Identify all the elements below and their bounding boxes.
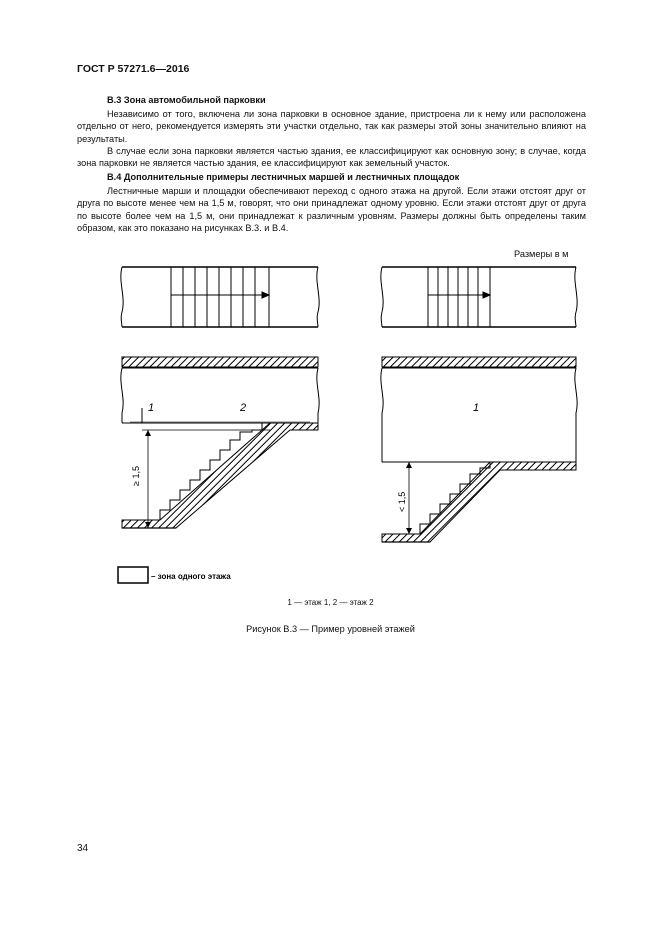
units-note: Размеры в м: [514, 249, 569, 259]
right-dimension-label: < 1,5: [397, 491, 407, 512]
paragraph-b3-2: В случае если зона парковки является частью здания, ее классифицируют как основную зону; в случае, когда зона парковки не является частью здания, ее классифицируют как земельный участок.: [77, 146, 586, 169]
section-title-b3: В.3 Зона автомобильной парковки: [107, 95, 266, 105]
paragraph-b4-1: Лестничные марши и площадки обеспечивают переход с одного этажа на другой. Если этажи отстоят друг от друга по высоте менее чем на 1,5 м, говорят, что они принадлежат одному уровню. Если этажи отстоят друг от друга по высоте более чем на 1,5 м, они принадлежат к различным уровням. Размеры должны быть определены таким образом, как это показано на рисунках В.3. и В.4.: [77, 186, 586, 234]
right-section-view: [381, 357, 577, 542]
paragraph-b3-1: Независимо от того, включена ли зона парковки в основное здание, пристроена ли к нему или расположена отдельно от него, рекомендуется измерять эти участки отдельно, так как размеры этой зоны значительно влияют на результаты.: [77, 109, 586, 144]
section-title-b4: В.4 Дополнительные примеры лестничных маршей и лестничных площадок: [107, 172, 460, 182]
page-number: 34: [77, 843, 89, 854]
left-callout-1: 1: [148, 402, 155, 414]
right-callout-1: 1: [473, 402, 480, 414]
left-dimension-label: ≥ 1,5: [131, 466, 141, 486]
legend-swatch: [118, 567, 148, 583]
figure-caption: Рисунок В.3 — Пример уровней этажей: [246, 624, 415, 634]
legend-label: – зона одного этажа: [151, 572, 231, 581]
document-header: ГОСТ Р 57271.6—2016: [77, 63, 190, 75]
right-plan-view: [381, 267, 577, 327]
left-section-view: [121, 357, 319, 528]
figure-key: 1 — этаж 1, 2 — этаж 2: [287, 598, 374, 607]
left-callout-2: 2: [240, 402, 247, 414]
left-plan-view: [121, 267, 319, 327]
